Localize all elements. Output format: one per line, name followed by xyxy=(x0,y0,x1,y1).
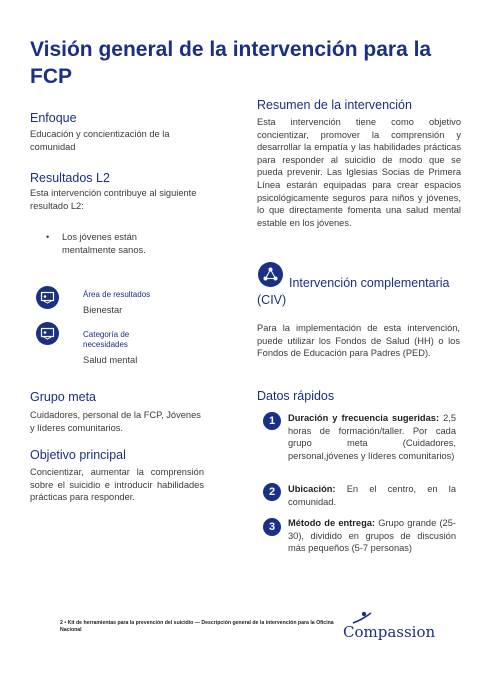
civ-text: Para la implementación de esta intervención, puede utilizar los Fondos de Salud (HH) o los Fondos de Educación para Padres (PED). xyxy=(257,323,460,359)
civ-heading-abbr: (CIV) xyxy=(257,293,287,307)
number-badge: 3 xyxy=(263,518,281,536)
bullet-item xyxy=(48,231,188,256)
fact-text: 2,5 horas de formación/taller. Por cada grupo meta (Cuidadores, personal,jóvenes y líderes comunitarios) xyxy=(288,413,456,461)
card-label-area: Área de resultados xyxy=(83,290,151,299)
logo-text: Compassion xyxy=(343,623,436,641)
card-label-category: Categoría de necesidades xyxy=(83,330,130,349)
objetivo-text: Concientizar, aumentar la comprensión sobre el suicidio e introducir habilidades prácticas para responder. xyxy=(30,467,204,503)
number-badge: 1 xyxy=(263,412,281,430)
grupo-meta-text: Cuidadores, personal de la FCP, Jóvenes y líderes comunitarios. xyxy=(30,410,201,433)
objetivo-heading: Objetivo principal xyxy=(30,448,126,462)
page-footer: 2 • Kit de herramientas para la prevención del suicidio — Descripción general de la intervención para la Oficina Nacional xyxy=(60,620,334,633)
fact-item xyxy=(288,412,456,462)
presentation-icon xyxy=(36,286,59,309)
bullet-dot-icon: • xyxy=(46,232,50,242)
compassion-logo xyxy=(343,615,443,641)
footer-text: Kit de herramientas para la prevención del suicidio — Descripción general de la intervención para la Oficina Nacional xyxy=(60,620,334,633)
number-badge: 2 xyxy=(263,483,281,501)
fact-label: Duración y frecuencia sugeridas: xyxy=(288,413,440,423)
card-value-category: Salud mental xyxy=(83,355,138,365)
resumen-text: Esta intervención tiene como objetivo concientizar, promover la comprensión y desarrollar la empatía y las habilidades prácticas para responder al suicidio de modo que se pueda prevenir. Las Iglesias Socias de Primera Línea estarán equipadas para crear espacios psicológicamente seguros para niños y jóvenes, lo que directamente fomenta una salud mental estable en los jóvenes. xyxy=(257,117,461,228)
card-value-area: Bienestar xyxy=(83,305,123,315)
fact-text: En el centro, en la comunidad. xyxy=(288,484,456,507)
resultados-heading: Resultados L2 xyxy=(30,171,110,185)
civ-heading: Intervención complementaria xyxy=(289,276,450,290)
presentation-icon xyxy=(36,322,59,345)
enfoque-text: Educación y concientización de la comunidad xyxy=(30,129,170,152)
resumen-heading: Resumen de la intervención xyxy=(257,98,412,112)
grupo-meta-heading: Grupo meta xyxy=(30,390,97,404)
fact-label: Ubicación: xyxy=(288,484,336,494)
resultados-text: Esta intervención contribuye al siguiente resultado L2: xyxy=(30,188,197,211)
enfoque-heading: Enfoque xyxy=(30,111,77,125)
fact-item xyxy=(288,517,456,555)
fact-text: Grupo grande (25-30), dividido en grupos de discusión más pequeños (5-7 personas) xyxy=(288,518,456,554)
fact-item xyxy=(288,483,456,508)
bullet-text: Los jóvenes están mentalmente sanos. xyxy=(62,232,146,255)
page-number: 2 xyxy=(60,620,63,626)
datos-heading: Datos rápidos xyxy=(257,389,335,403)
page-title: Visión general de la intervención para la FCP xyxy=(30,38,432,88)
network-icon xyxy=(258,262,283,287)
fact-label: Método de entrega: xyxy=(288,518,376,528)
